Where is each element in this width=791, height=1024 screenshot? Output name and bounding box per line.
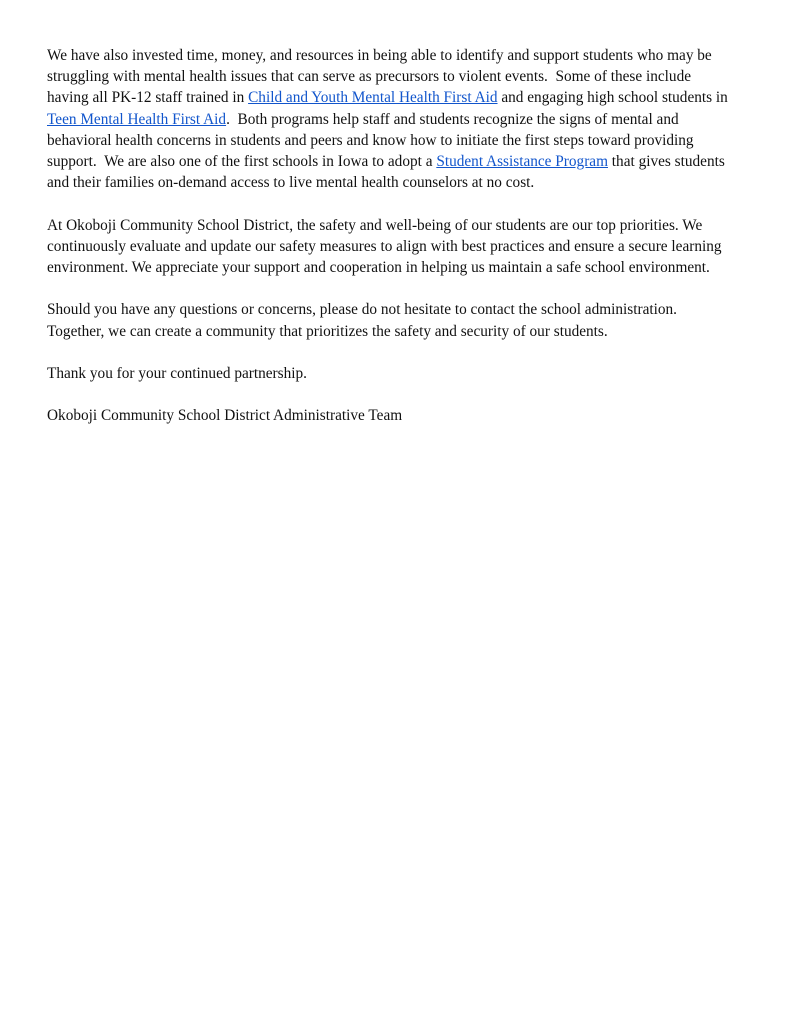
text-line — [47, 151, 747, 172]
closing-line — [47, 363, 747, 384]
text-segment: and engaging high school students in — [497, 89, 728, 107]
paragraph-contact — [47, 299, 747, 341]
text-line: Okoboji Community School District Administrative Team — [47, 407, 403, 425]
text-line: Should you have any questions or concerns, please do not hesitate to contact the school administration. — [47, 301, 678, 319]
text-line: At Okoboji Community School District, the safety and well-being of our students are our top priorities. We — [47, 216, 703, 234]
text-line: and their families on-demand access to live mental health counselors at no cost. — [47, 174, 535, 192]
text-line — [47, 109, 747, 130]
text-line: We have also invested time, money, and resources in being able to identify and support students who may be — [47, 47, 712, 64]
text-line — [47, 87, 747, 108]
text-segment: . Both programs help staff and students recognize the signs of mental and — [226, 110, 679, 128]
document-page — [47, 45, 747, 448]
text-line: struggling with mental health issues that can serve as precursors to violent events. Some of these include — [47, 68, 692, 86]
signature-line — [47, 405, 747, 426]
text-line: environment. We appreciate your support and cooperation in helping us maintain a safe school environment. — [47, 259, 710, 277]
text-segment: that gives students — [607, 153, 725, 171]
link-student-assistance-program[interactable]: Student Assistance Program — [436, 153, 608, 171]
text-line: continuously evaluate and update our safety measures to align with best practices and ensure a secure learning — [47, 237, 722, 255]
text-segment: support. We are also one of the first schools in Iowa to adopt a — [47, 153, 437, 171]
link-child-youth-mental-health-first-aid[interactable]: Child and Youth Mental Health First Aid — [248, 89, 498, 107]
text-line: Thank you for your continued partnership. — [47, 365, 307, 382]
link-teen-mental-health-first-aid[interactable]: Teen Mental Health First Aid — [47, 110, 227, 128]
paragraph-mental-health — [47, 45, 747, 193]
text-line: Together, we can create a community that prioritizes the safety and security of our students. — [47, 322, 608, 340]
paragraph-safety-priorities — [47, 215, 747, 279]
text-line: behavioral health concerns in students and peers and know how to initiate the first steps toward providing — [47, 131, 694, 149]
text-segment: having all PK-12 staff trained in — [47, 89, 249, 107]
